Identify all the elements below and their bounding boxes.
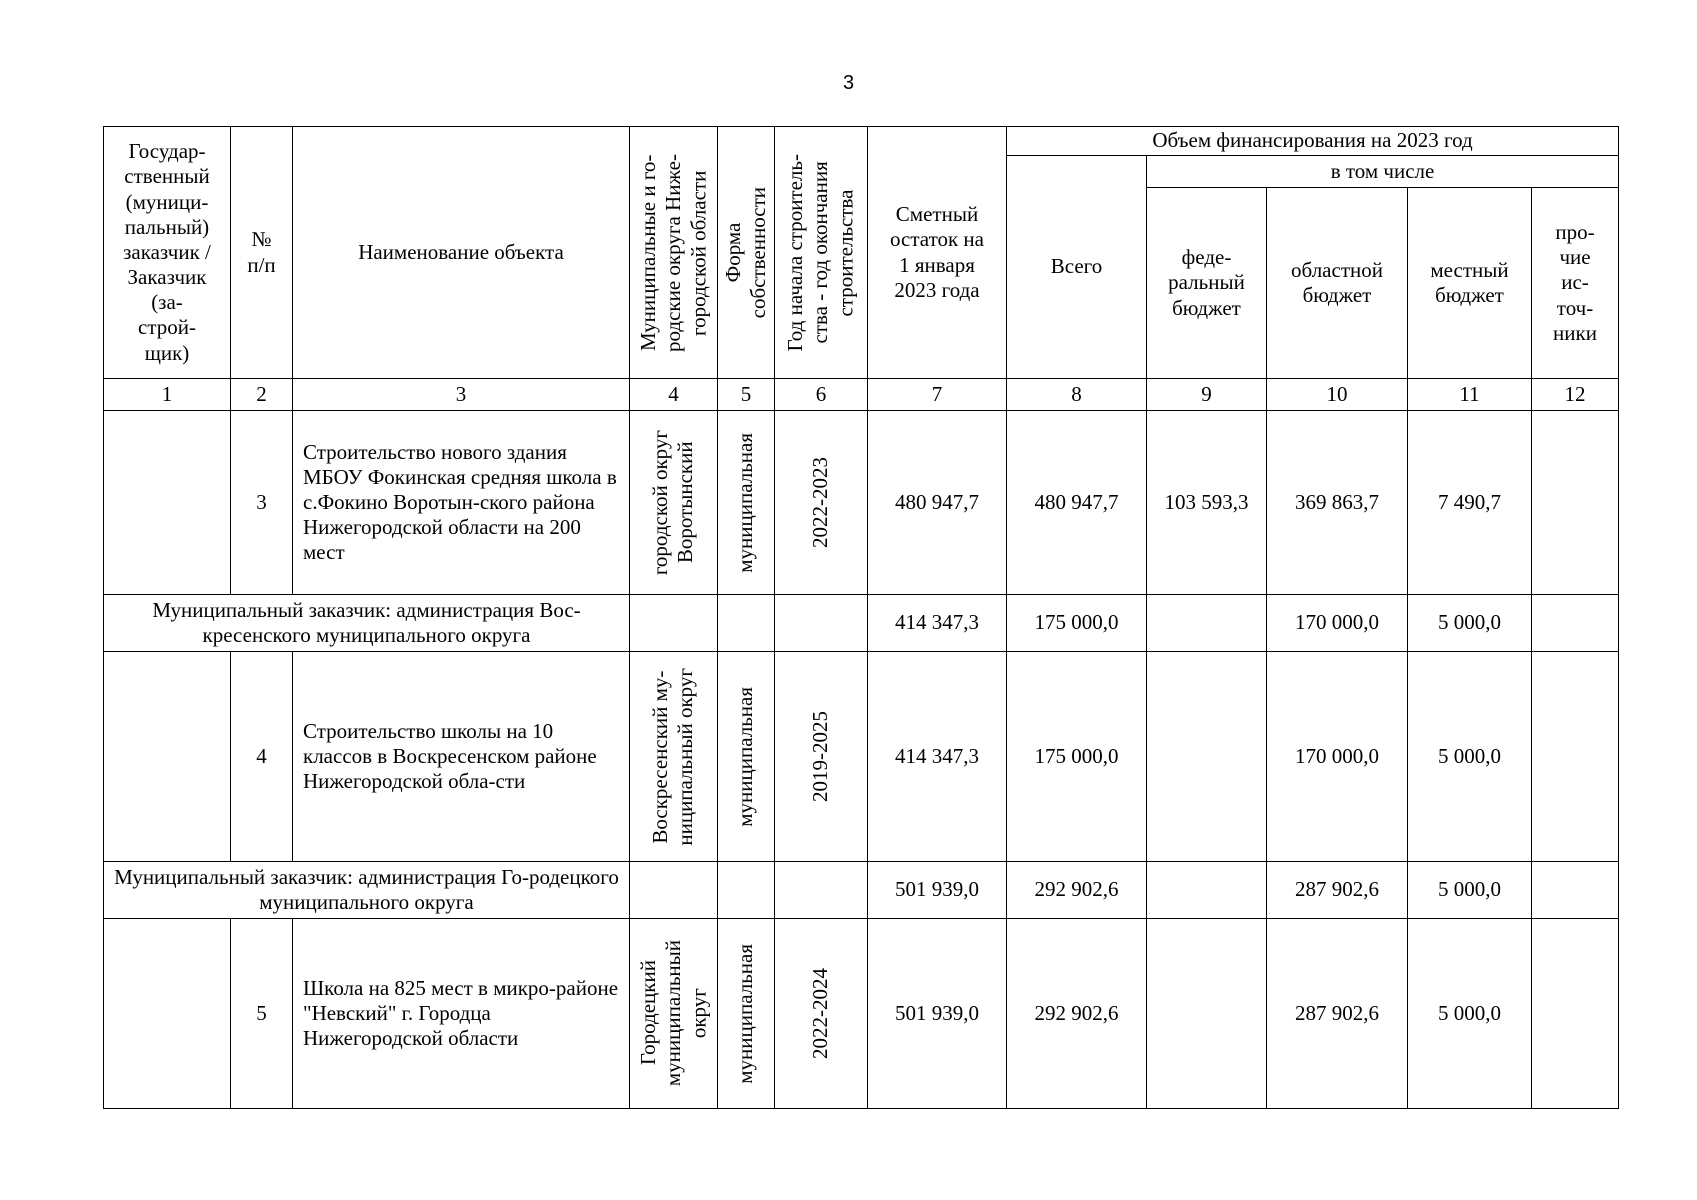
object-ownership: муниципальная bbox=[718, 919, 775, 1109]
regional-amount: 287 902,6 bbox=[1267, 919, 1408, 1109]
object-ownership: муниципальная bbox=[718, 652, 775, 862]
column-number: 10 bbox=[1267, 379, 1408, 411]
column-number: 2 bbox=[231, 379, 293, 411]
empty-cell bbox=[718, 862, 775, 919]
header-customer: Государ- ственный (муници- пальный) заказчик / Заказчик (за- строй- щик) bbox=[104, 127, 231, 379]
header-local: местный бюджет bbox=[1408, 188, 1532, 379]
federal-amount bbox=[1147, 595, 1267, 652]
empty-cell bbox=[630, 595, 718, 652]
customer-cell bbox=[104, 652, 231, 862]
column-number: 8 bbox=[1007, 379, 1147, 411]
header-total: Всего bbox=[1007, 156, 1147, 379]
federal-amount bbox=[1147, 862, 1267, 919]
customer-label: Муниципальный заказчик: администрация Го-родецкого муниципального округа bbox=[104, 862, 630, 919]
local-amount: 7 490,7 bbox=[1408, 411, 1532, 595]
column-number: 4 bbox=[630, 379, 718, 411]
local-amount: 5 000,0 bbox=[1408, 652, 1532, 862]
column-number: 7 bbox=[868, 379, 1007, 411]
estimated-balance: 501 939,0 bbox=[868, 919, 1007, 1109]
header-years: Год начала строитель- ства - год окончания строительства bbox=[775, 127, 868, 379]
object-years: 2022-2024 bbox=[775, 919, 868, 1109]
customer-cell bbox=[104, 919, 231, 1109]
total-amount: 175 000,0 bbox=[1007, 652, 1147, 862]
other-amount bbox=[1532, 411, 1619, 595]
estimated-balance: 414 347,3 bbox=[868, 595, 1007, 652]
column-number: 12 bbox=[1532, 379, 1619, 411]
object-years: 2019-2025 bbox=[775, 652, 868, 862]
estimated-balance: 480 947,7 bbox=[868, 411, 1007, 595]
header-row-1 bbox=[104, 127, 1619, 156]
table-row bbox=[104, 919, 1619, 1109]
empty-cell bbox=[630, 862, 718, 919]
object-name: Строительство нового здания МБОУ Фокинская средняя школа в с.Фокино Воротын-ского района Нижегородской области на 200 мест bbox=[293, 411, 630, 595]
header-object-name: Наименование объекта bbox=[293, 127, 630, 379]
header-district: Муниципальные и го- родские округа Ниже- городской области bbox=[630, 127, 718, 379]
regional-amount: 369 863,7 bbox=[1267, 411, 1408, 595]
other-amount bbox=[1532, 862, 1619, 919]
empty-cell bbox=[775, 862, 868, 919]
object-number: 4 bbox=[231, 652, 293, 862]
customer-row bbox=[104, 862, 1619, 919]
customer-cell bbox=[104, 411, 231, 595]
other-amount bbox=[1532, 652, 1619, 862]
object-name: Строительство школы на 10 классов в Воскресенском районе Нижегородской обла-сти bbox=[293, 652, 630, 862]
table-row bbox=[104, 652, 1619, 862]
financing-table bbox=[103, 126, 1619, 1109]
estimated-balance: 501 939,0 bbox=[868, 862, 1007, 919]
header-including: в том числе bbox=[1147, 156, 1619, 188]
table-row bbox=[104, 411, 1619, 595]
object-district: Городецкий муниципальный округ bbox=[630, 919, 718, 1109]
column-number: 1 bbox=[104, 379, 231, 411]
other-amount bbox=[1532, 919, 1619, 1109]
header-regional: областной бюджет bbox=[1267, 188, 1408, 379]
object-district: городской округ Воротынский bbox=[630, 411, 718, 595]
total-amount: 292 902,6 bbox=[1007, 862, 1147, 919]
header-number: № п/п bbox=[231, 127, 293, 379]
federal-amount: 103 593,3 bbox=[1147, 411, 1267, 595]
local-amount: 5 000,0 bbox=[1408, 595, 1532, 652]
local-amount: 5 000,0 bbox=[1408, 919, 1532, 1109]
local-amount: 5 000,0 bbox=[1408, 862, 1532, 919]
other-amount bbox=[1532, 595, 1619, 652]
customer-row bbox=[104, 595, 1619, 652]
total-amount: 175 000,0 bbox=[1007, 595, 1147, 652]
object-name: Школа на 825 мест в микро-районе "Невский" г. Городца Нижегородской области bbox=[293, 919, 630, 1109]
object-years: 2022-2023 bbox=[775, 411, 868, 595]
header-ownership: Форма собственности bbox=[718, 127, 775, 379]
column-number: 5 bbox=[718, 379, 775, 411]
customer-label: Муниципальный заказчик: администрация Вос-кресенского муниципального округа bbox=[104, 595, 630, 652]
page-number: 3 bbox=[842, 72, 855, 94]
regional-amount: 170 000,0 bbox=[1267, 595, 1408, 652]
total-amount: 480 947,7 bbox=[1007, 411, 1147, 595]
estimated-balance: 414 347,3 bbox=[868, 652, 1007, 862]
column-number: 11 bbox=[1408, 379, 1532, 411]
column-number: 9 bbox=[1147, 379, 1267, 411]
object-number: 5 bbox=[231, 919, 293, 1109]
federal-amount bbox=[1147, 652, 1267, 862]
header-financing-title: Объем финансирования на 2023 год bbox=[1007, 127, 1619, 156]
header-federal: феде- ральный бюджет bbox=[1147, 188, 1267, 379]
header-estimated-balance: Сметный остаток на 1 января 2023 года bbox=[868, 127, 1007, 379]
header-other: про- чие ис- точ- ники bbox=[1532, 188, 1619, 379]
empty-cell bbox=[718, 595, 775, 652]
column-numbers-row bbox=[104, 379, 1619, 411]
object-district: Воскресенский му- ниципальный округ bbox=[630, 652, 718, 862]
total-amount: 292 902,6 bbox=[1007, 919, 1147, 1109]
object-ownership: муниципальная bbox=[718, 411, 775, 595]
column-number: 6 bbox=[775, 379, 868, 411]
empty-cell bbox=[775, 595, 868, 652]
regional-amount: 287 902,6 bbox=[1267, 862, 1408, 919]
regional-amount: 170 000,0 bbox=[1267, 652, 1408, 862]
federal-amount bbox=[1147, 919, 1267, 1109]
column-number: 3 bbox=[293, 379, 630, 411]
object-number: 3 bbox=[231, 411, 293, 595]
